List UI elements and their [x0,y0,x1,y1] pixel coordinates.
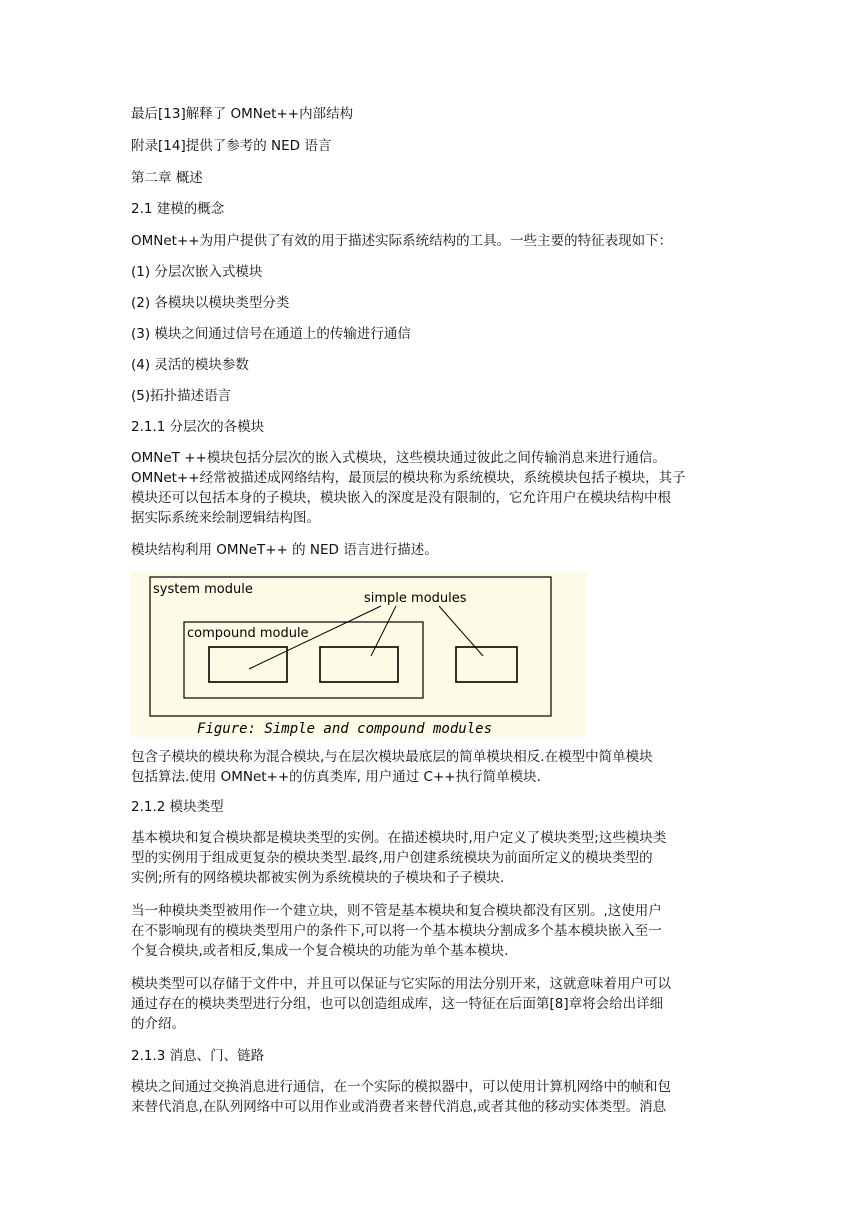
pointer-line-2 [371,606,396,656]
feature-item-3: (3) 模块之间通过信号在通道上的传输进行通信 [131,326,411,342]
section-heading-2-1-2: 2.1.2 模块类型 [131,799,224,815]
simple-module-box-3 [456,647,517,682]
module-diagram [131,571,587,737]
paragraph-compound [131,747,741,787]
compound-module-label: compound module [187,626,309,641]
paragraph-line: OMNet++经常被描述成网络结构，最顶层的模块称为系统模块，系统模块包括子模块，其子 [131,470,686,486]
paragraph-line: 个复合模块,或者相反,集成一个复合模块的功能为单个基本模块. [131,943,509,959]
figure-caption: Figure: Simple and compound modules [197,721,493,737]
simple-module-box-2 [320,647,398,682]
paragraph-types-1 [131,828,741,888]
simple-module-box-1 [209,647,287,682]
line-appendix-ned: 附录[14]提供了参考的 NED 语言 [131,138,332,154]
paragraph-hierarchy [131,448,741,528]
feature-item-4: (4) 灵活的模块参数 [131,357,249,373]
paragraph-line: 实例;所有的网络模块都被实例为系统模块的子模块和子子模块. [131,870,505,886]
paragraph-line: 通过存在的模块类型进行分组，也可以创造组成库，这一特征在后面第[8]章将会给出详细 [131,996,664,1012]
paragraph-line: 据实际系统来绘制逻辑结构图。 [131,510,320,526]
paragraph-types-3 [131,974,741,1034]
feature-item-5: (5)拓扑描述语言 [131,388,232,404]
paragraph-line: 的介绍。 [131,1016,185,1032]
module-diagram-figure [131,571,587,737]
paragraph-line: 模块之间通过交换消息进行通信，在一个实际的模拟器中，可以使用计算机网络中的帧和包 [131,1079,671,1095]
paragraph-line: OMNeT ++模块包括分层次的嵌入式模块，这些模块通过彼此之间传输消息来进行通信。 [131,450,666,466]
paragraph-line: 基本模块和复合模块都是模块类型的实例。在描述模块时,用户定义了模块类型;这些模块类 [131,830,667,846]
section-heading-2-1-3: 2.1.3 消息、门、链路 [131,1048,265,1064]
paragraph-line: 模块还可以包括本身的子模块，模块嵌入的深度是没有限制的，它允许用户在模块结构中根 [131,490,671,506]
simple-modules-label: simple modules [364,591,467,606]
line-ned-description: 模块结构利用 OMNeT++ 的 NED 语言进行描述。 [131,542,438,558]
system-module-label: system module [153,582,253,597]
paragraph-messages [131,1077,741,1117]
line-internal-structure: 最后[13]解释了 OMNet++内部结构 [131,106,354,122]
feature-item-2: (2) 各模块以模块类型分类 [131,295,290,311]
section-heading-2-1: 2.1 建模的概念 [131,201,225,217]
pointer-line-3 [439,606,483,656]
paragraph-line: 包含子模块的模块称为混合模块,与在层次模块最底层的简单模块相反.在模型中简单模块 [131,749,653,765]
paragraph-types-2 [131,901,741,961]
chapter-heading: 第二章 概述 [131,170,203,186]
section-heading-2-1-1: 2.1.1 分层次的各模块 [131,419,265,435]
paragraph-line: 当一种模块类型被用作一个建立块，则不管是基本模块和复合模块都没有区别。,这使用户 [131,903,662,919]
feature-item-1: (1) 分层次嵌入式模块 [131,264,263,280]
paragraph-line: 来替代消息,在队列网络中可以用作业或消费者来替代消息,或者其他的移动实体类型。消息 [131,1099,667,1115]
paragraph-line: 型的实例用于组成更复杂的模块类型.最终,用户创建系统模块为前面所定义的模块类型的 [131,850,653,866]
paragraph-line: 包括算法.使用 OMNet++的仿真类库, 用户通过 C++执行简单模块. [131,769,541,785]
line-intro-features: OMNet++为用户提供了有效的用于描述实际系统结构的工具。一些主要的特征表现如下： [131,233,673,249]
paragraph-line: 模块类型可以存储于文件中，并且可以保证与它实际的用法分别开来，这就意味着用户可以 [131,976,671,992]
paragraph-line: 在不影响现有的模块类型用户的条件下,可以将一个基本模块分割成多个基本模块嵌入至一 [131,923,662,939]
